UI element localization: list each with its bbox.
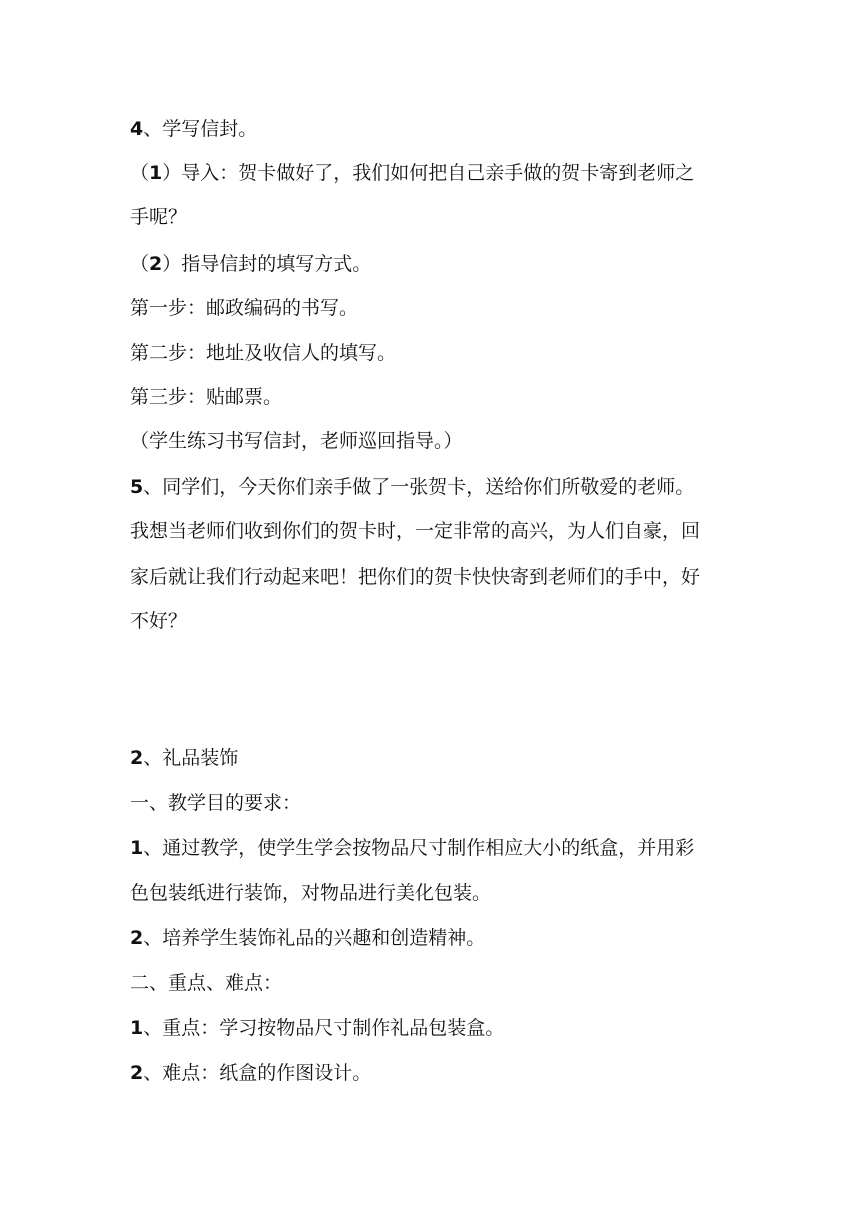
step-number: 4 <box>130 118 144 140</box>
step-three: 第三步：贴邮票。 <box>130 386 283 408</box>
objective-1-continued: 色包装纸进行装饰，对物品进行美化包装。 <box>130 882 492 904</box>
step-5-line-2: 我想当老师们收到你们的贺卡时，一定非常的高兴，为人们自豪，回 <box>130 520 701 542</box>
key-point-text: 、难点：纸盒的作图设计。 <box>143 1062 372 1084</box>
step-text: 、学写信封。 <box>143 118 258 140</box>
item-number: 2 <box>149 253 163 275</box>
item-number: 2 <box>130 927 144 949</box>
objective-2 <box>130 926 485 950</box>
paragraph-text: ）指导信封的填写方式。 <box>162 253 372 275</box>
step-number: 5 <box>130 476 144 498</box>
paren-open: （ <box>130 162 150 184</box>
item-number: 1 <box>149 162 163 184</box>
item-number: 2 <box>130 1062 144 1084</box>
paren-open: （ <box>130 253 150 275</box>
step-5-line-4: 不好？ <box>130 610 188 632</box>
objective-text: 、通过教学，使学生学会按物品尺寸制作相应大小的纸盒，并用彩 <box>143 837 695 859</box>
key-point-2 <box>130 1061 371 1085</box>
step-5-paragraph <box>130 475 694 499</box>
paragraph-text: 手呢？ <box>130 206 188 228</box>
teacher-note: （学生练习书写信封，老师巡回指导。） <box>130 430 463 452</box>
paragraph-text: 、同学们，今天你们亲手做了一张贺卡，送给你们所敬爱的老师。 <box>143 476 695 498</box>
item-number: 1 <box>130 1017 144 1039</box>
heading-objectives: 一、教学目的要求： <box>130 792 302 814</box>
step-5-line-3: 家后就让我们行动起来吧！把你们的贺卡快快寄到老师们的手中，好 <box>130 566 701 588</box>
step-two: 第二步：地址及收信人的填写。 <box>130 342 397 364</box>
key-point-text: 、重点：学习按物品尺寸制作礼品包装盒。 <box>143 1017 505 1039</box>
paragraph-intro <box>130 161 694 185</box>
step-one: 第一步：邮政编码的书写。 <box>130 297 359 319</box>
key-point-1 <box>130 1016 504 1040</box>
section-title <box>130 746 238 770</box>
paragraph-intro-continued <box>130 205 187 229</box>
objective-1 <box>130 836 694 860</box>
objective-text: 、培养学生装饰礼品的兴趣和创造精神。 <box>143 927 486 949</box>
step-4-heading <box>130 117 257 141</box>
paragraph-text: ）导入：贺卡做好了，我们如何把自己亲手做的贺卡寄到老师之 <box>162 162 695 184</box>
section-number: 2 <box>130 747 144 769</box>
item-number: 1 <box>130 837 144 859</box>
section-title-text: 、礼品装饰 <box>143 747 239 769</box>
heading-key-points: 二、重点、难点： <box>130 972 283 994</box>
paragraph-guide <box>130 252 371 276</box>
